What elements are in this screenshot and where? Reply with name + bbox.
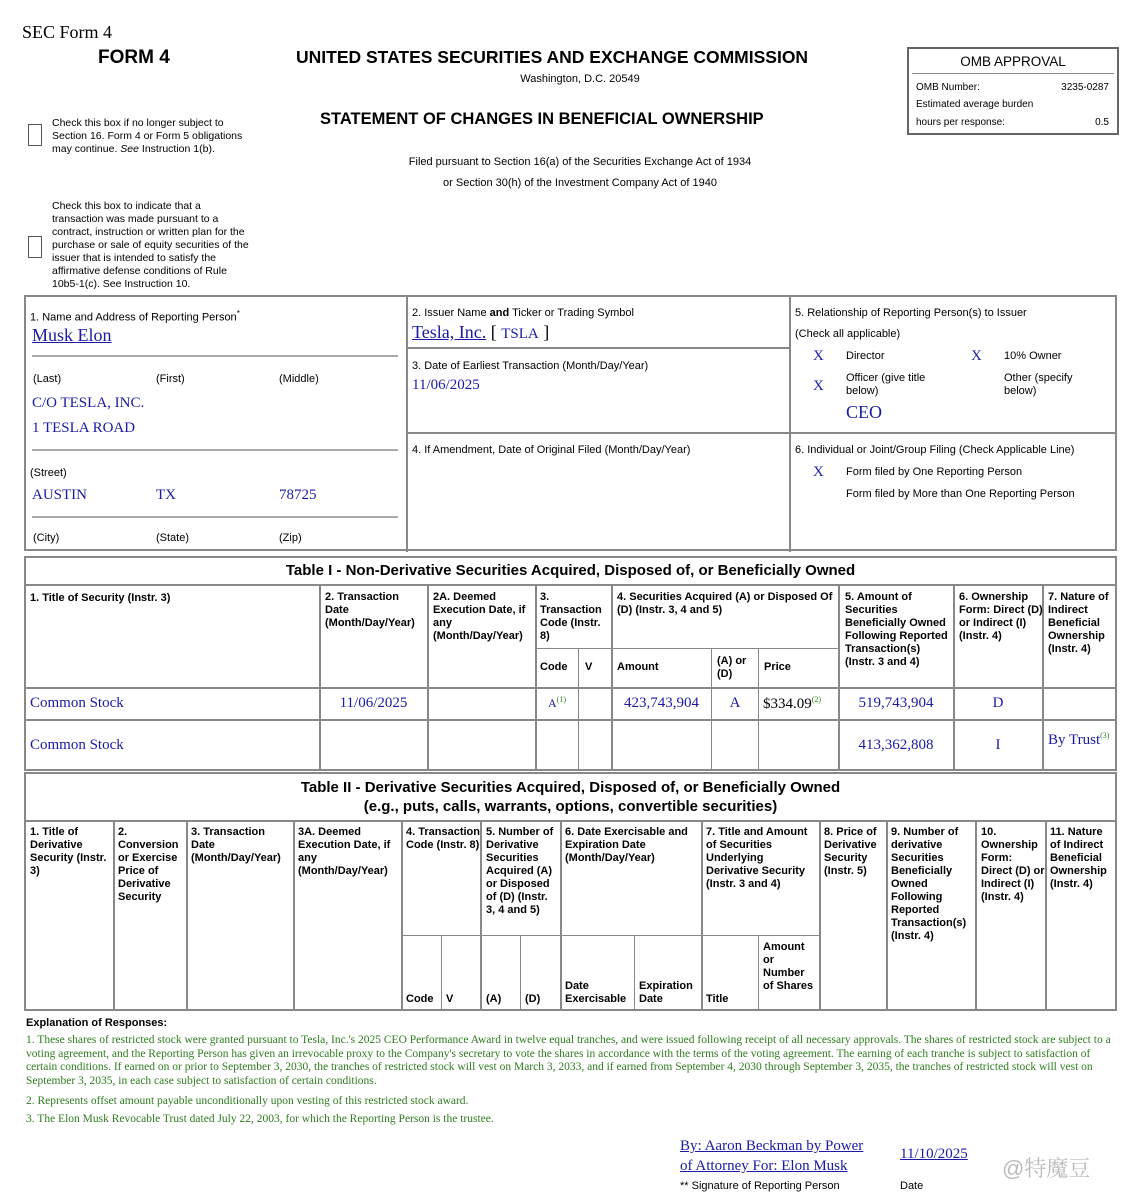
t2-header-underlying: 7. Title and Amount of Securities Underlying Derivative Security (Instr. 3 and 4): [706, 826, 808, 890]
rule10b5-checkbox[interactable]: [28, 236, 42, 258]
t2-subheader-title: Title: [706, 993, 729, 1005]
omb-burden-label1: Estimated average burden: [916, 99, 1034, 110]
ten-pct-owner-label: 10% Owner: [1004, 350, 1062, 362]
table2-title: [24, 778, 1117, 816]
t2-header-form: 10. Ownership Form: Direct (D) or Indirect (I) (Instr. 4): [981, 826, 1045, 903]
t2-header-nature: 11. Nature of Indirect Beneficial Ownership (Instr. 4): [1050, 826, 1107, 890]
t2-subheader-expiration: Expiration Date: [639, 980, 693, 1005]
footnote-2: 2. Represents offset amount payable unconditionally upon vesting of this restricted stock award.: [26, 1095, 469, 1107]
t1-subheader-v: V: [585, 661, 593, 673]
middle-label: (Middle): [279, 373, 319, 385]
t2-subheader-date-exercisable: Date Exercisable: [565, 980, 627, 1005]
t1-row1-owned: 519,743,904: [858, 695, 934, 711]
sec-form-label: SEC Form 4: [22, 22, 113, 42]
t1-row2-owned: 413,362,808: [858, 737, 934, 753]
section16-checkbox-label: Check this box if no longer subject to Section 16. Form 4 or Form 5 obligations may continue. See Instruction 1(b).: [52, 117, 243, 155]
signature-label: ** Signature of Reporting Person: [680, 1180, 840, 1192]
box5-check-all: (Check all applicable): [795, 328, 901, 340]
filed-pursuant-line1: Filed pursuant to Section 16(a) of the Securities Exchange Act of 1934: [408, 156, 752, 168]
form-title: FORM 4: [98, 47, 170, 68]
t1-header-code: 3. Transaction Code (Instr. 8): [540, 591, 602, 642]
box1-label: 1. Name and Address of Reporting Person*: [30, 309, 240, 324]
zip-label: (Zip): [279, 532, 302, 544]
t1-row2-title: Common Stock: [30, 737, 124, 753]
signature-date: 11/10/2025: [900, 1146, 968, 1162]
t2-subheader-d: (D): [525, 993, 541, 1005]
t1-subheader-code: Code: [540, 661, 568, 673]
t1-subheader-aord: (A) or (D): [717, 655, 747, 680]
date-label: Date: [900, 1180, 924, 1192]
t2-subheader-v: V: [446, 993, 454, 1005]
t1-row1-date: 11/06/2025: [339, 695, 408, 711]
state-label: (State): [156, 532, 190, 544]
ten-pct-owner-check-mark: X: [971, 348, 982, 364]
t2-subheader-code: Code: [406, 993, 434, 1005]
last-label: (Last): [33, 373, 62, 385]
t1-row1-title: Common Stock: [30, 695, 124, 711]
address-line1: C/O TESLA, INC.: [32, 395, 145, 411]
t1-row2-nature: By Trust$^{(3)}$: [1048, 731, 1110, 748]
t1-row1-form: D: [992, 695, 1004, 711]
omb-number-value: 3235-0287: [1061, 82, 1109, 93]
agency-title: UNITED STATES SECURITIES AND EXCHANGE COMMISSION: [296, 47, 809, 67]
t1-header-nature: 7. Nature of Indirect Beneficial Ownership (Instr. 4): [1048, 591, 1109, 655]
t2-header-owned: 9. Number of derivative Securities Beneficially Owned Following Reported Transaction(s) (Instr. 4): [891, 826, 967, 942]
one-person-label: Form filed by One Reporting Person: [846, 466, 1023, 478]
issuer-name-line: Tesla, Inc. [ TSLA ]: [412, 322, 550, 342]
director-label: Director: [846, 350, 885, 362]
box6-label: 6. Individual or Joint/Group Filing (Check Applicable Line): [795, 444, 1075, 456]
t2-header-date: 3. Transaction Date (Month/Day/Year): [191, 826, 281, 864]
t1-row1-amount: 423,743,904: [624, 695, 699, 711]
omb-title: OMB APPROVAL: [960, 54, 1066, 69]
t2-header-exercisable: 6. Date Exercisable and Expiration Date (Month/Day/Year): [565, 826, 688, 864]
table2-title-line1: Table II - Derivative Securities Acquired, Disposed of, or Beneficially Owned: [300, 779, 841, 796]
t1-subheader-amount: Amount: [617, 661, 659, 673]
t1-row2-form: I: [995, 737, 1001, 753]
earliest-transaction-date: 11/06/2025: [412, 377, 480, 393]
t1-header-acquired: 4. Securities Acquired (A) or Disposed Of (D) (Instr. 3, 4 and 5): [617, 591, 833, 616]
city-value: AUSTIN: [32, 487, 87, 503]
box2-label: 2. Issuer Name and Ticker or Trading Symbol: [412, 307, 634, 319]
address-line2: 1 TESLA ROAD: [32, 420, 136, 436]
t2-header-title: 1. Title of Derivative Security (Instr. 3): [30, 826, 107, 877]
t1-subheader-price: Price: [764, 661, 791, 673]
section16-checkbox[interactable]: [28, 124, 42, 146]
t1-header-deemed: 2A. Deemed Execution Date, if any (Month/Day/Year): [433, 591, 526, 642]
filed-pursuant-line2: or Section 30(h) of the Investment Company Act of 1940: [443, 177, 717, 189]
signature-link[interactable]: By: Aaron Beckman by Power of Attorney For: Elon Musk: [680, 1138, 864, 1174]
watermark-text: @特魔豆: [1002, 1156, 1091, 1181]
state-value: TX: [156, 487, 176, 503]
omb-approval-box: [907, 47, 1119, 135]
omb-burden-value: 0.5: [1095, 117, 1109, 128]
t2-header-deemed: 3A. Deemed Execution Date, if any (Month/Day/Year): [298, 826, 391, 877]
t1-row1-aord: A: [729, 695, 741, 711]
t2-header-code: 4. Transaction Code (Instr. 8): [406, 826, 480, 851]
t1-header-date: 2. Transaction Date (Month/Day/Year): [325, 591, 415, 629]
t1-row1-price: $334.09$^{(2)}$: [763, 695, 822, 712]
issuer-name-link[interactable]: Tesla, Inc.: [412, 322, 487, 342]
t2-subheader-a: (A): [486, 993, 502, 1005]
box5-label: 5. Relationship of Reporting Person(s) to Issuer: [795, 307, 1027, 319]
statement-title: STATEMENT OF CHANGES IN BENEFICIAL OWNERSHIP: [320, 110, 764, 128]
agency-location: Washington, D.C. 20549: [520, 73, 640, 85]
t2-header-number: 5. Number of Derivative Securities Acquired (A) or Disposed of (D) (Instr. 3, 4 and 5): [486, 826, 554, 916]
box3-label: 3. Date of Earliest Transaction (Month/Day/Year): [412, 360, 649, 372]
t1-header-form: 6. Ownership Form: Direct (D) or Indirect (I) (Instr. 4): [959, 591, 1043, 642]
table1-title: Table I - Non-Derivative Securities Acquired, Disposed of, or Beneficially Owned: [285, 562, 856, 579]
officer-label: Officer (give title below): [846, 372, 926, 397]
t1-header-owned: 5. Amount of Securities Beneficially Owned Following Reported Transaction(s) (Instr. 3 and 4): [845, 591, 948, 668]
city-label: (City): [33, 532, 60, 544]
other-label: Other (specify below): [1004, 372, 1073, 397]
zip-value: 78725: [279, 487, 317, 503]
officer-title-value: CEO: [846, 402, 882, 422]
t2-subheader-amount: Amount or Number of Shares: [763, 941, 814, 992]
ticker-symbol: TSLA: [501, 326, 539, 342]
more-persons-label: Form filed by More than One Reporting Person: [846, 488, 1075, 500]
t1-row1-code: $A^{(1)}$: [548, 695, 566, 710]
first-label: (First): [156, 373, 185, 385]
t2-header-price: 8. Price of Derivative Security (Instr. 5): [824, 826, 877, 877]
box4-label: 4. If Amendment, Date of Original Filed (Month/Day/Year): [412, 444, 691, 456]
t1-header-title: 1. Title of Security (Instr. 3): [30, 592, 171, 604]
footnote-1: 1. These shares of restricted stock were granted pursuant to Tesla, Inc.'s 2025 CEO Performance Award in twelve equal tranches, and were issued following receipt of all necessary approvals. The shares of restricted stock are subject to a voting agreement, and the Reporting Person has given an irrevocable proxy to the Company's secretary to vote the shares in accordance with the terms of the voting agreement. The earning of each tranche is subject to satisfaction of certain conditions. If earned on or prior to September 3, 2030, the tranches of restricted stock will vest on March 3, 2033, and if earned from September 4, 2030 through September 3, 2035, the tranches of restricted stock will vest on September 3, 2035, in each case subject to satisfaction of certain conditions.: [26, 1034, 1111, 1087]
rule10b5-checkbox-label: Check this box to indicate that a transaction was made pursuant to a contract, instruction or written plan for the purchase or sale of equity securities of the issuer that is intended to satisfy the affirmative defense conditions of Rule 10b5-1(c). See Instruction 10.: [52, 200, 249, 290]
director-check-mark: X: [813, 348, 824, 364]
omb-burden-label2: hours per response:: [916, 117, 1005, 128]
t2-header-conversion: 2. Conversion or Exercise Price of Derivative Security: [118, 826, 179, 903]
one-person-check-mark: X: [813, 464, 824, 480]
omb-number-label: OMB Number:: [916, 82, 980, 93]
reporting-info-section: [24, 295, 1117, 551]
explanation-heading: Explanation of Responses:: [26, 1017, 168, 1029]
footnote-3: 3. The Elon Musk Revocable Trust dated July 22, 2003, for which the Reporting Person is the trustee.: [26, 1113, 494, 1125]
reporting-person-name-link[interactable]: Musk Elon: [32, 325, 112, 345]
street-label: (Street): [30, 467, 67, 479]
officer-check-mark: X: [813, 378, 824, 394]
table2-title-line2: (e.g., puts, calls, warrants, options, convertible securities): [363, 798, 778, 815]
